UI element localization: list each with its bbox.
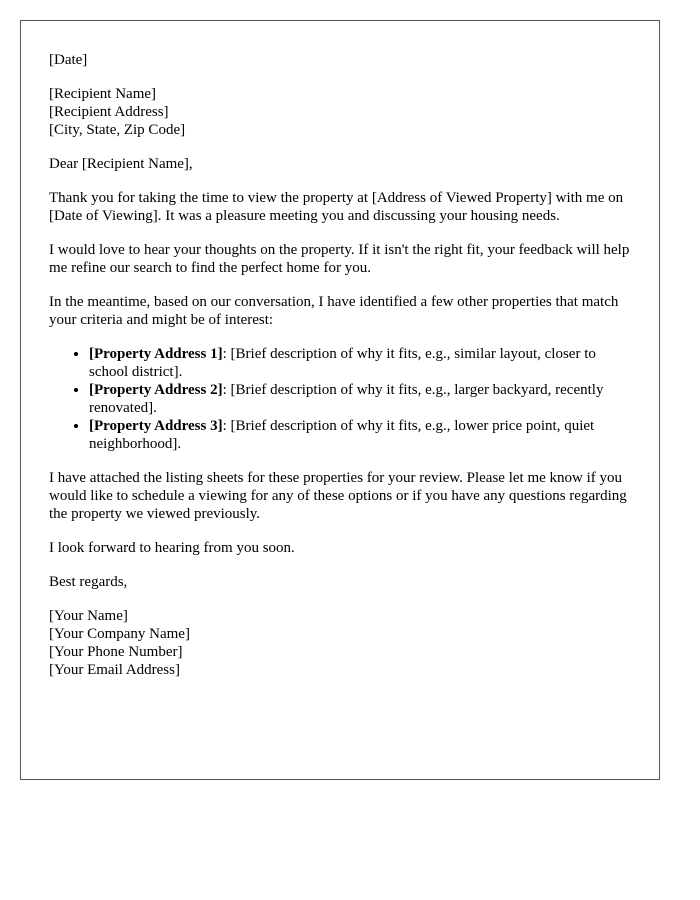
salutation-block xyxy=(49,155,631,173)
recipient-block xyxy=(49,85,631,139)
property-list xyxy=(49,345,631,453)
paragraph-alternatives-intro xyxy=(49,293,631,329)
sign-off: Best regards, xyxy=(49,574,128,590)
sender-company: [Your Company Name] xyxy=(49,626,190,642)
sender-block xyxy=(49,607,631,679)
date-block xyxy=(49,51,631,69)
body-paragraph: Thank you for taking the time to view the property at [Address of Viewed Property] with me on [Date of Viewing]. It was a pleasure meeting you and discussing your housing needs. xyxy=(49,190,624,224)
letter-date: [Date] xyxy=(49,52,88,68)
property-address: [Property Address 3] xyxy=(89,418,223,434)
paragraph-look-forward xyxy=(49,539,631,557)
paragraph-attachments xyxy=(49,469,631,523)
property-description: : [Brief description of why it fits, e.g., lower price point, quiet neighborhood]. xyxy=(89,418,595,452)
property-description: : [Brief description of why it fits, e.g., similar layout, closer to school district]. xyxy=(89,346,596,380)
sender-phone: [Your Phone Number] xyxy=(49,644,183,660)
body-paragraph: I have attached the listing sheets for these properties for your review. Please let me know if you would like to schedule a viewing for any of these options or if you have any questions regarding the property we viewed previously. xyxy=(49,470,627,522)
property-list-item xyxy=(89,381,631,417)
property-address: [Property Address 2] xyxy=(89,382,223,398)
property-address: [Property Address 1] xyxy=(89,346,223,362)
body-paragraph: I look forward to hearing from you soon. xyxy=(49,540,295,556)
property-description: : [Brief description of why it fits, e.g., larger backyard, recently renovated]. xyxy=(89,382,604,416)
salutation: Dear [Recipient Name], xyxy=(49,156,193,172)
paragraph-feedback xyxy=(49,241,631,277)
property-list-item xyxy=(89,345,631,381)
paragraph-viewing-thanks xyxy=(49,189,631,225)
body-paragraph: In the meantime, based on our conversation, I have identified a few other properties that match your criteria and might be of interest: xyxy=(49,294,619,328)
letter-page xyxy=(20,20,660,780)
recipient-city-state-zip: [City, State, Zip Code] xyxy=(49,122,186,138)
recipient-name: [Recipient Name] xyxy=(49,86,157,102)
sender-email: [Your Email Address] xyxy=(49,662,180,678)
sign-off-block xyxy=(49,573,631,591)
recipient-address: [Recipient Address] xyxy=(49,104,169,120)
body-paragraph: I would love to hear your thoughts on the property. If it isn't the right fit, your feedback will help me refine our search to find the perfect home for you. xyxy=(49,242,630,276)
property-list-item xyxy=(89,417,631,453)
sender-name: [Your Name] xyxy=(49,608,128,624)
